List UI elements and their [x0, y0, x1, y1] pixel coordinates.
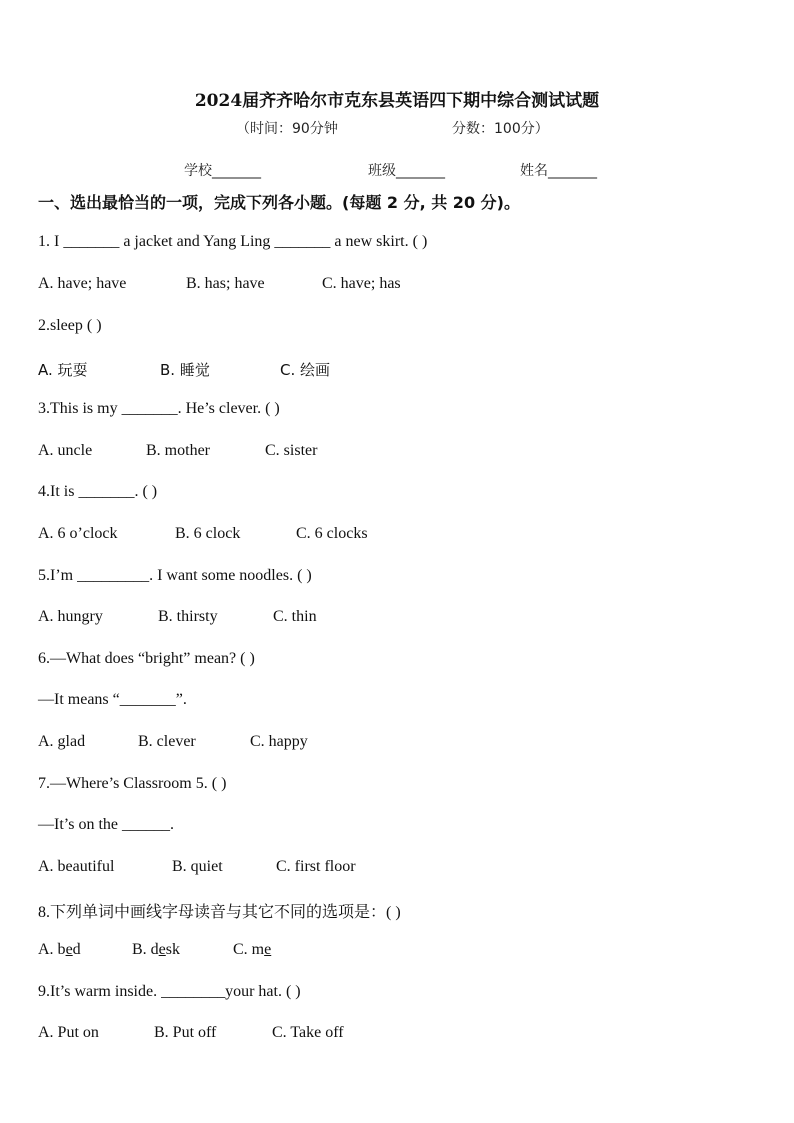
question-1: 1. I _______ a jacket and Yang Ling _______ a new skirt. ( ): [38, 233, 428, 250]
q8-a-suffix: d: [72, 941, 81, 958]
q8-a-underlined: e: [65, 941, 73, 958]
name-field: 姓名_______: [520, 163, 597, 179]
q9-option-a: A. Put on: [38, 1024, 99, 1041]
q2-option-b: B. 睡觉: [160, 361, 210, 379]
q1-option-b: B. has; have: [186, 275, 265, 292]
exam-time: （时间：90分钟: [236, 121, 338, 137]
q8-option-a: [38, 941, 81, 959]
q4-option-a: A. 6 o’clock: [38, 525, 118, 542]
q5-option-a: A. hungry: [38, 608, 103, 625]
q7-option-a: A. beautiful: [38, 858, 115, 875]
question-8: [38, 899, 401, 922]
q1-option-a: A. have; have: [38, 275, 127, 292]
q8-b-underlined: e: [158, 941, 166, 958]
q6-option-a: A. glad: [38, 733, 86, 750]
question-7-answer-line: —It’s on the ______.: [38, 816, 174, 833]
q4-option-c: C. 6 clocks: [296, 525, 368, 542]
q8-b-suffix: sk: [165, 941, 181, 958]
q6-option-c: C. happy: [250, 733, 308, 750]
question-6: 6.—What does “bright” mean? ( ): [38, 650, 255, 667]
q7-option-b: B. quiet: [172, 858, 223, 875]
q4-option-b: B. 6 clock: [175, 525, 241, 542]
question-4: 4.It is _______. ( ): [38, 483, 158, 500]
q8-b-prefix: B. d: [132, 941, 159, 958]
school-field: 学校_______: [184, 163, 261, 179]
exam-score: 分数：100分）: [452, 121, 549, 137]
q3-option-b: B. mother: [146, 442, 210, 459]
section-heading: 一、选出最恰当的一项，完成下列各小题。(每题 2 分, 共 20 分)。: [38, 193, 520, 212]
q8-a-prefix: A. b: [38, 941, 66, 958]
q2-option-c: C. 绘画: [280, 361, 331, 379]
q3-option-c: C. sister: [265, 442, 318, 459]
exam-title: 2024届齐齐哈尔市克东县英语四下期中综合测试试题: [194, 91, 600, 111]
question-8-text: 8.下列单词中画线字母读音与其它不同的选项是：( ): [38, 904, 401, 921]
q8-option-b: [132, 941, 180, 959]
q3-option-a: A. uncle: [38, 442, 93, 459]
question-7: 7.—Where’s Classroom 5. ( ): [38, 775, 227, 792]
q8-option-c: [233, 941, 271, 959]
q6-option-b: B. clever: [138, 733, 196, 750]
q8-c-underlined: e: [264, 941, 272, 958]
question-9: 9.It’s warm inside. ________your hat. ( ): [38, 983, 301, 1000]
q5-option-b: B. thirsty: [158, 608, 218, 625]
q2-option-a: A. 玩耍: [38, 361, 88, 379]
question-6-answer-line: —It means “_______”.: [38, 691, 187, 708]
q8-c-prefix: C. m: [233, 941, 265, 958]
question-3: 3.This is my _______. He’s clever. ( ): [38, 400, 280, 417]
q9-option-b: B. Put off: [154, 1024, 217, 1041]
q7-option-c: C. first floor: [276, 858, 356, 875]
q5-option-c: C. thin: [273, 608, 317, 625]
class-field: 班级_______: [368, 163, 445, 179]
q1-option-c: C. have; has: [322, 275, 401, 292]
question-2: 2.sleep ( ): [38, 317, 102, 334]
q9-option-c: C. Take off: [272, 1024, 344, 1041]
question-5: 5.I’m _________. I want some noodles. ( ): [38, 567, 312, 584]
